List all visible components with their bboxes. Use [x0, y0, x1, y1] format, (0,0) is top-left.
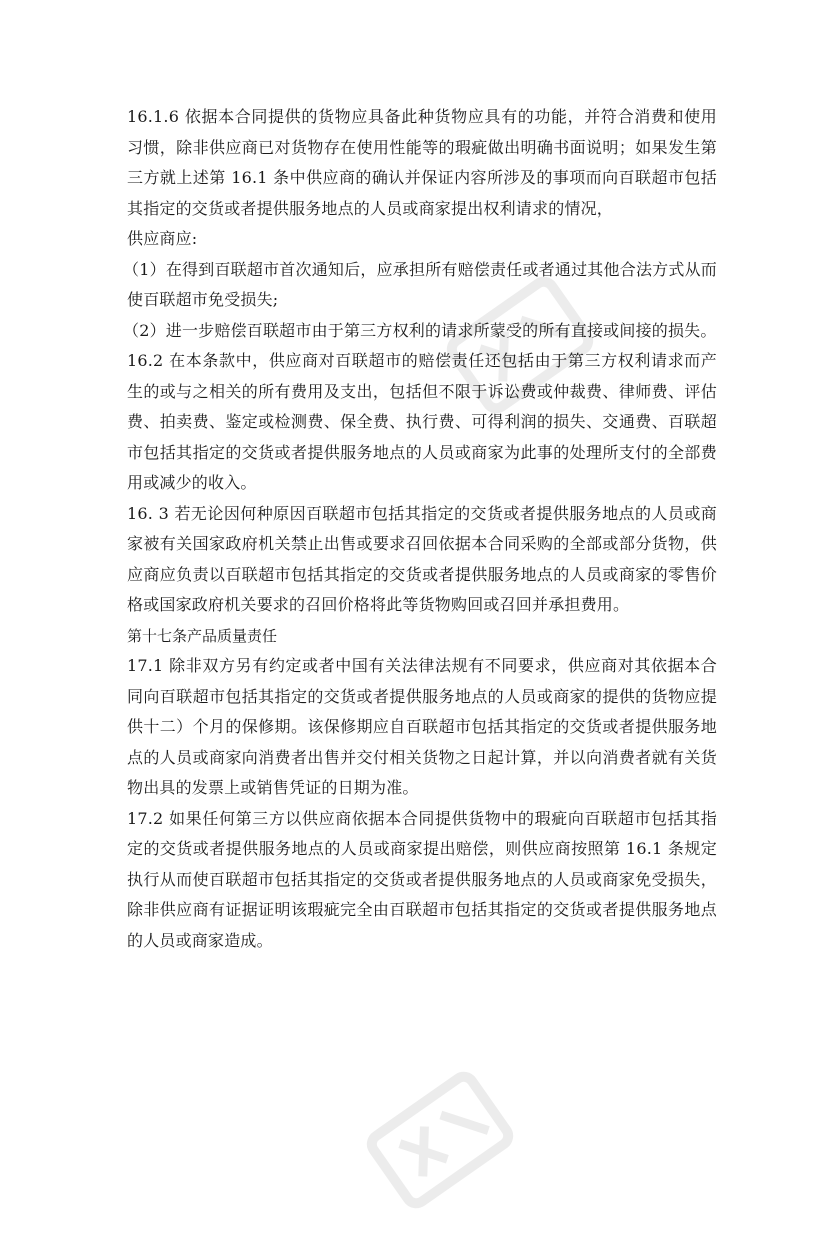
paragraph-item-2: （2）进一步赔偿百联超市由于第三方权利的请求所蒙受的所有直接或间接的损失。 [123, 320, 717, 340]
paragraph-16-3: 16. 3 若无论因何种原因百联超市包括其指定的交货或者提供服务地点的人员或商家被有关国家政府机关禁止出售或要求召回依据本合同采购的全部或部分货物，供应商应负责以百联超市包括其指定的交货或者提供服务地点的人员或商家的零售价格或国家政府机关要求的召回价格将此等货物购回或召回并承担费用。 [127, 503, 717, 614]
section-heading-17: 第十七条产品质量责任 [127, 626, 278, 645]
document-body [123, 102, 717, 956]
paragraph-17-2: 17.2 如果任何第三方以供应商依据本合同提供货物中的瑕疵向百联超市包括其指定的交货或者提供服务地点的人员或商家提出赔偿，则供应商按照第 16.1 条规定执行从而使百联超市包括其指定的交货或者提供服务地点的人员或商家免受损失，除非供应商有证据证明该瑕疵完全由百联超市包括其指定的交货或者提供服务地点的人员或商家造成。 [127, 808, 717, 950]
paragraph-17-1: 17.1 除非双方另有约定或者中国有关法律法规有不同要求，供应商对其依据本合同向百联超市包括其指定的交货或者提供服务地点的人员或商家的提供的货物应提供十二）个月的保修期。该保修期应自百联超市包括其指定的交货或者提供服务地点的人员或商家向消费者出售并交付相关货物之日起计算，并以向消费者就有关货物出具的发票上或销售凭证的日期为准。 [127, 656, 717, 797]
paragraph-16-1-6: 16.1.6 依据本合同提供的货物应具备此种货物应具有的功能，并符合消费和使用习惯，除非供应商已对货物存在使用性能等的瑕疵做出明确书面说明；如果发生第三方就上述第 16.1 条中供应商的确认并保证内容所涉及的事项而向百联超市包括其指定的交货或者提供服务地点的人员或商家提出权利请求的情况， [127, 107, 717, 218]
watermark-logo-icon [340, 1045, 540, 1235]
paragraph-16-2: 16.2 在本条款中，供应商对百联超市的赔偿责任还包括由于第三方权利请求而产生的或与之相关的所有费用及支出，包括但不限于诉讼费或仲裁费、律师费、评估费、拍卖费、鉴定或检测费、保全费、执行费、可得利润的损失、交通费、百联超市包括其指定的交货或者提供服务地点的人员或商家为此事的处理所支付的全部费用或减少的收入。 [127, 351, 717, 492]
paragraph-item-1: （1）在得到百联超市首次通知后，应承担所有赔偿责任或者通过其他合法方式从而使百联超市免受损失; [123, 259, 717, 309]
paragraph-supplier-should: 供应商应: [127, 229, 198, 248]
